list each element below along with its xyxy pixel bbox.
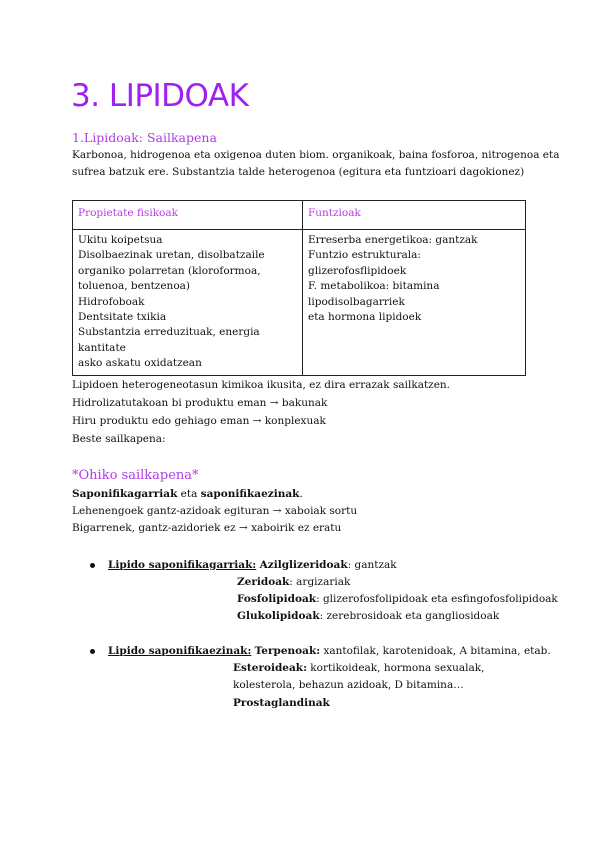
list-term: Fosfolipidoak: [237, 593, 317, 605]
table-cell-functions: [303, 230, 526, 376]
paragraph-line-4: Beste sailkapena:: [72, 433, 166, 445]
table-line: Disolbaezinak uretan, disolbatzaile: [78, 249, 265, 262]
section-heading-classification: 1.Lipidoak: Sailkapena: [72, 130, 217, 145]
list-desc: : glizerofosfolipidoak eta esfingofosfolipidoak: [316, 593, 558, 605]
list-subitem: [237, 591, 558, 608]
list-label-unsaponifiable: Lipido saponifikaezinak:: [108, 645, 252, 657]
table-header-functions: Funtzioak: [303, 201, 526, 230]
term-saponifiable: Saponifikagarriak: [72, 488, 178, 500]
table-line: Funtzio estrukturala: glizerofosflipidoek: [308, 249, 421, 277]
table-line: Erreserba energetikoa: gantzak: [308, 234, 478, 246]
page-title: 3. LIPIDOAK: [71, 78, 249, 114]
list-subitem-continued: kolesterola, behazun azidoak, D bitamina…: [233, 679, 464, 691]
section-heading-usual: *Ohiko sailkapena*: [72, 468, 199, 483]
bullet-icon: [90, 563, 95, 568]
list-desc: kortikoideak, hormona sexualak,: [306, 662, 485, 674]
text-period: .: [299, 488, 303, 500]
list-subitem: [237, 608, 499, 625]
list-term: Glukolipidoak: [237, 610, 320, 622]
bullet-icon: [90, 649, 95, 654]
table-line: Substantzia erreduzituak, energia kantitate: [78, 326, 260, 354]
table-line: F. metabolikoa: bitamina lipodisolbagarriek: [308, 280, 440, 308]
list-subitem: [233, 660, 484, 677]
table-line: Hidrofoboak: [78, 295, 145, 308]
list-subitem: Prostaglandinak: [233, 697, 330, 709]
list-desc: : argizariak: [289, 576, 351, 588]
list-term: Esteroideak:: [233, 662, 307, 674]
usual-line-2: Lehenengoek gantz-azidoak egituran → xaboiak sortu: [72, 505, 358, 517]
usual-line-3: Bigarrenek, gantz-azidoriek ez → xaboirik ez eratu: [72, 522, 342, 534]
table-line: Ukitu koipetsua: [78, 234, 163, 246]
paragraph-line-3: Hiru produktu edo gehiago eman → konplexuak: [72, 415, 326, 427]
list-desc: : zerebrosidoak eta gangliosidoak: [319, 610, 500, 622]
paragraph-line-1: Lipidoen heterogeneotasun kimikoa ikusita, ez dira errazak sailkatzen.: [72, 379, 451, 391]
list-label-saponifiable: Lipido saponifikagarriak:: [108, 559, 257, 571]
list-term: Zeridoak: [237, 576, 290, 588]
table-header-physical: Propietate fisikoak: [73, 201, 303, 230]
term-unsaponifiable: saponifikaezinak: [200, 488, 300, 500]
text-conj: eta: [177, 488, 201, 500]
list-term: Terpenoak:: [254, 645, 321, 657]
usual-line-1: [72, 486, 303, 503]
list-desc: : gantzak: [347, 559, 397, 571]
intro-line-1: Karbonoa, hidrogenoa eta oxigenoa duten biom. organikoak, baina fosforoa, nitrogenoa eta: [72, 149, 560, 161]
list-desc: xantofilak, karotenidoak, A bitamina, etab.: [320, 645, 551, 657]
table-line: Dentsitate txikia: [78, 311, 167, 324]
list-subitem: [237, 574, 350, 591]
table-line: organiko polarretan (kloroformoa,: [78, 264, 261, 277]
table-cell-physical: [73, 230, 303, 376]
table-line: asko askatu oxidatzean: [78, 357, 202, 370]
intro-line-2: sufrea batzuk ere. Substantzia talde heterogenoa (egitura eta funtzioari dagokionez): [72, 166, 525, 178]
paragraph-line-2: Hidrolizatutakoan bi produktu eman → bakunak: [72, 397, 328, 409]
table-line: toluenoa, bentzenoa): [78, 280, 190, 293]
list-term: Azilglizeridoak: [259, 559, 348, 571]
list-item-saponifiable: [108, 557, 397, 574]
list-item-unsaponifiable: [108, 643, 551, 660]
table-line: eta hormona lipidoek: [308, 311, 422, 324]
properties-table: [72, 200, 526, 376]
